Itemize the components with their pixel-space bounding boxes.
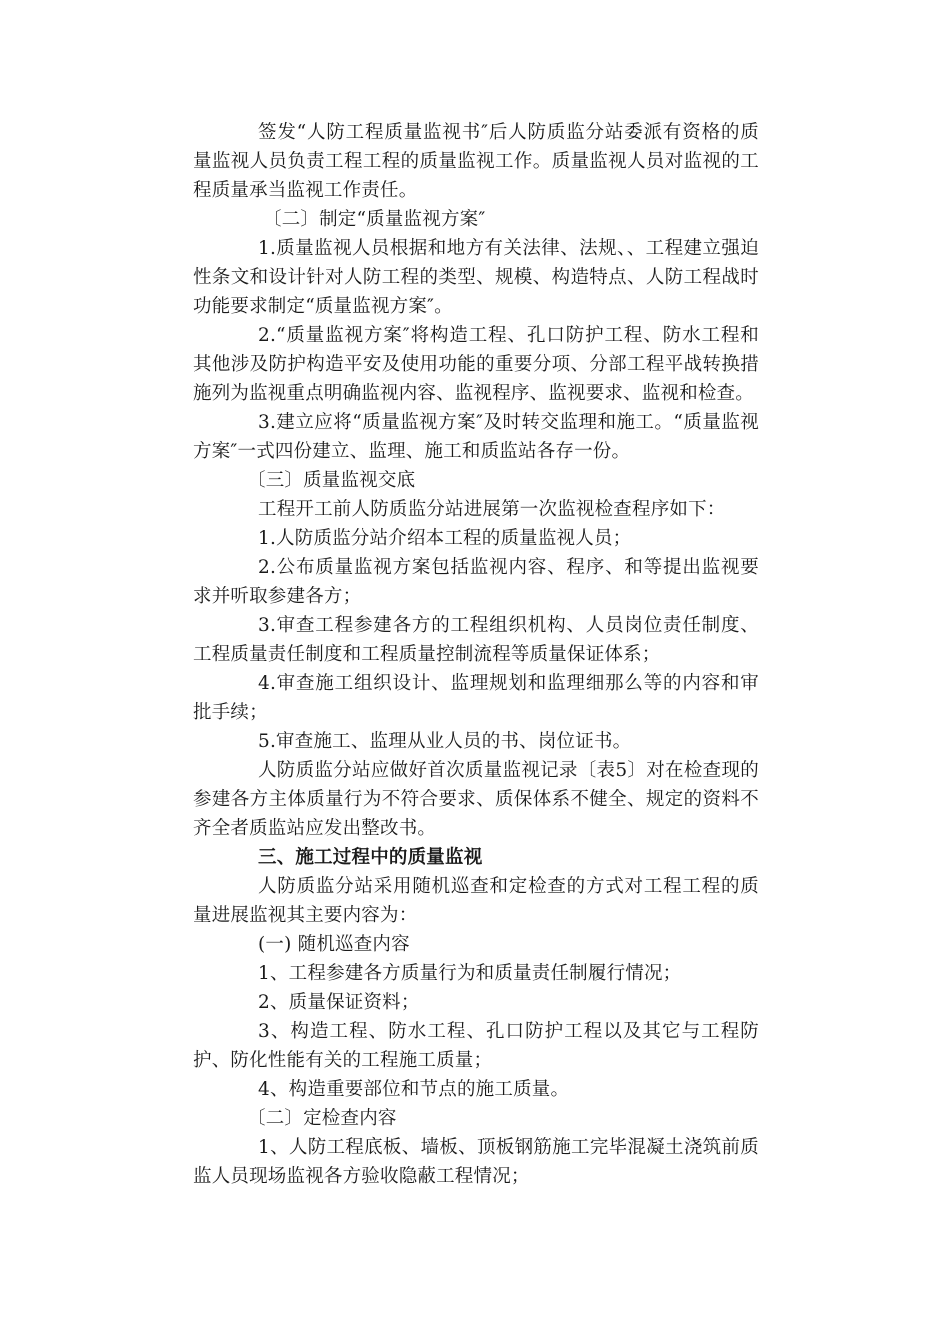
list-item: 2.公布质量监视方案包括监视内容、程序、和等提出监视要求并听取参建各方； <box>193 557 759 607</box>
list-item: 5.审查施工、监理从业人员的书、岗位证书。 <box>258 731 632 752</box>
list-item: 4、构造重要部位和节点的施工质量。 <box>258 1079 570 1100</box>
paragraph: 3.建立应将“质量监视方案″及时转交监理和施工。“质量监视方案″一式四份建立、监理、施工和质监站各存一份。 <box>193 412 759 462</box>
chapter-heading: 三、施工过程中的质量监视 <box>258 847 483 868</box>
paragraph: 1.质量监视人员根据和地方有关法律、法规、、工程建立强迫性条文和设计针对人防工程的类型、规模、构造特点、人防工程战时功能要求制定“质量监视方案″。 <box>193 238 759 317</box>
section-heading: 〔二〕制定“质量监视方案″ <box>263 209 486 230</box>
list-item: 1.人防质监分站介绍本工程的质量监视人员； <box>258 528 632 549</box>
list-item: 1、人防工程底板、墙板、顶板钢筋施工完毕混凝土浇筑前质监人员现场监视各方验收隐蔽工程情况； <box>193 1137 759 1187</box>
section-heading: (一) 随机巡查内容 <box>258 934 410 955</box>
list-item: 3、构造工程、防水工程、孔口防护工程以及其它与工程防护、防化性能有关的工程施工质量； <box>193 1021 759 1071</box>
paragraph: 人防质监分站应做好首次质量监视记录〔表5〕对在检查现的参建各方主体质量行为不符合要求、质保体系不健全、规定的资料不齐全者质监站应发出整改书。 <box>193 760 759 839</box>
document-page <box>193 118 759 1191</box>
list-item: 2、质量保证资料； <box>258 992 420 1013</box>
paragraph: 人防质监分站采用随机巡查和定检查的方式对工程工程的质量进展监视其主要内容为： <box>193 876 759 926</box>
paragraph: 签发“人防工程质量监视书″后人防质监分站委派有资格的质量监视人员负责工程工程的质量监视工作。质量监视人员对监视的工程质量承当监视工作责任。 <box>193 122 759 201</box>
list-item: 3.审查工程参建各方的工程组织机构、人员岗位责任制度、工程质量责任制度和工程质量控制流程等质量保证体系； <box>193 615 759 665</box>
section-heading: 〔二〕定检查内容 <box>247 1108 397 1129</box>
paragraph: 工程开工前人防质监分站进展第一次监视检查程序如下： <box>258 499 726 520</box>
list-item: 1、工程参建各方质量行为和质量责任制履行情况； <box>258 963 682 984</box>
list-item: 4.审查施工组织设计、监理规划和监理细那么等的内容和审批手续； <box>193 673 759 723</box>
section-heading: 〔三〕质量监视交底 <box>247 470 416 491</box>
paragraph: 2.“质量监视方案″将构造工程、孔口防护工程、防水工程和其他涉及防护构造平安及使用功能的重要分项、分部工程平战转换措施列为监视重点明确监视内容、监视程序、监视要求、监视和检查。 <box>193 325 759 404</box>
